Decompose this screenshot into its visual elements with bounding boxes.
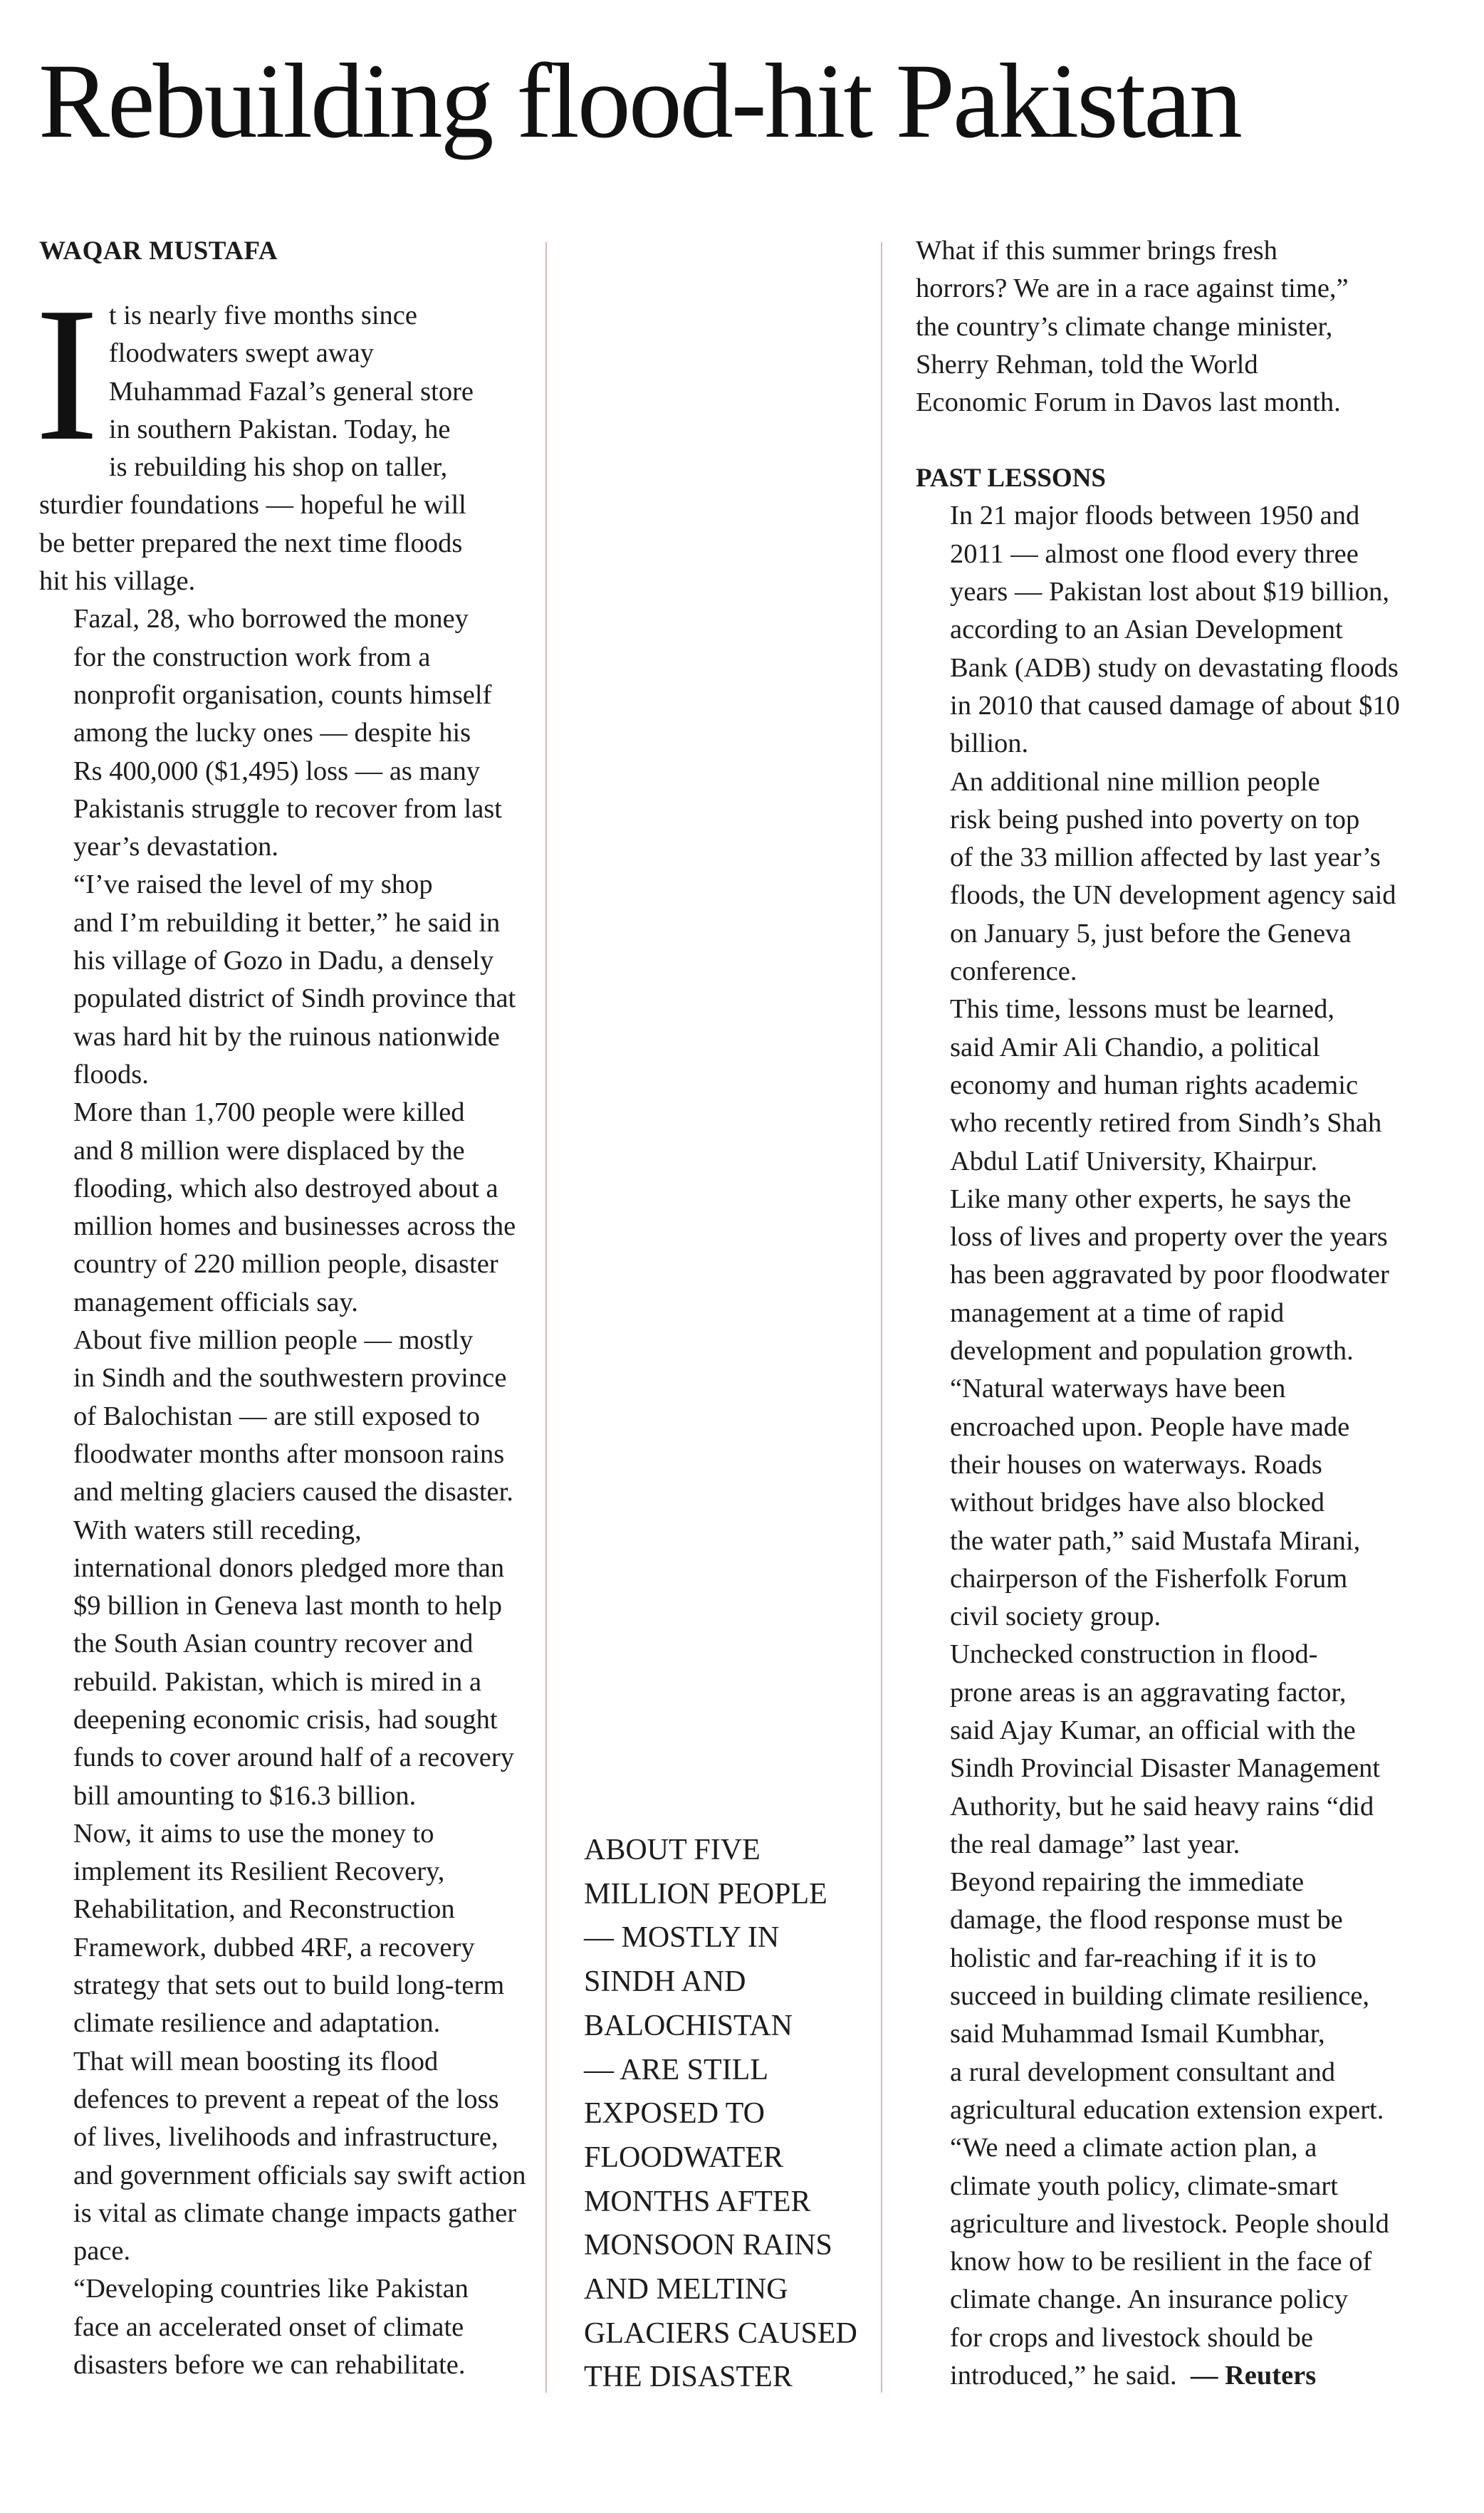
text-line: More than 1,700 people were killed <box>73 1097 465 1128</box>
text-line: be better prepared the next time floods <box>39 528 463 558</box>
text-line: in southern Pakistan. Today, he <box>108 414 451 444</box>
pull-quote-line: ABOUT FIVE <box>584 1834 761 1866</box>
text-line: horrors? We are in a race against time,” <box>916 273 1349 304</box>
text-line: holistic and far-reaching if it is to <box>950 1943 1317 1973</box>
text-line: among the lucky ones — despite his <box>73 718 471 748</box>
text-line: chairperson of the Fisherfolk Forum <box>950 1563 1348 1594</box>
text-line: floods, the UN development agency said <box>950 880 1396 911</box>
text-line: said Amir Ali Chandio, a political <box>950 1032 1320 1062</box>
text-line: populated district of Sindh province that <box>73 983 516 1014</box>
text-line: the South Asian country recover and <box>73 1629 474 1659</box>
text-line: encroached upon. People have made <box>950 1411 1350 1442</box>
text-line: climate change. An insurance policy <box>950 2284 1349 2315</box>
text-line: risk being pushed into poverty on top <box>950 804 1360 835</box>
text-line: management officials say. <box>73 1287 358 1317</box>
text-line: With waters still receding, <box>73 1515 362 1545</box>
text-line: country of 220 million people, disaster <box>73 1249 498 1280</box>
article-body-column-3 <box>916 497 1428 2395</box>
text-line: Unchecked construction in flood- <box>950 1639 1318 1670</box>
text-line: year’s devastation. <box>73 832 278 862</box>
paragraph <box>916 1181 1428 1370</box>
text-line: Beyond repairing the immediate <box>950 1867 1305 1898</box>
text-line: in Sindh and the southwestern province <box>73 1363 507 1394</box>
text-line: Authority, but he said heavy rains “did <box>950 1791 1374 1822</box>
text-line: of Balochistan — are still exposed to <box>73 1401 480 1431</box>
drop-cap: I <box>35 268 99 481</box>
text-line: and government officials say swift action <box>73 2160 526 2190</box>
text-line: “I’ve raised the level of my shop <box>73 869 433 900</box>
paragraph <box>39 2043 538 2271</box>
text-line: That will mean boosting its flood <box>73 2046 439 2076</box>
text-line: introduced,” he said. — Reuters <box>950 2361 1317 2391</box>
text-line: funds to cover around half of a recovery <box>73 1743 514 1773</box>
subhead-past-lessons: PAST LESSONS <box>916 464 1107 493</box>
article-column-1 <box>35 232 538 2384</box>
text-line: a rural development consultant and <box>950 2057 1335 2087</box>
headline: Rebuilding flood-hit Pakistan <box>38 42 1240 160</box>
text-line: “We need a climate action plan, a <box>950 2133 1317 2163</box>
text-line: Now, it aims to use the money to <box>73 1818 434 1849</box>
text-line: management at a time of rapid <box>950 1297 1285 1328</box>
text-line: damage, the flood response must be <box>950 1905 1343 1935</box>
text-line: climate resilience and adaptation. <box>73 2008 441 2039</box>
text-line: without bridges have also blocked <box>950 1488 1325 1518</box>
pull-quote-line: EXPOSED TO <box>584 2097 765 2131</box>
text-line: Abdul Latif University, Khairpur. <box>950 1146 1318 1176</box>
text-line: conference. <box>950 956 1077 987</box>
pull-quote-line: MILLION PEOPLE <box>584 1877 827 1911</box>
text-line: t is nearly five months since <box>108 301 417 330</box>
text-line: 2011 — almost one flood every three <box>950 538 1359 569</box>
pull-quote-line: GLACIERS CAUSED <box>584 2316 857 2350</box>
text-line: has been aggravated by poor floodwater <box>950 1260 1389 1290</box>
text-line: In 21 major floods between 1950 and <box>950 501 1360 531</box>
text-line: “Natural waterways have been <box>950 1374 1286 1404</box>
text-line: the real damage” last year. <box>950 1829 1240 1859</box>
byline: WAQAR MUSTAFA <box>39 236 278 266</box>
pull-quote-line: SINDH AND <box>584 1965 746 1999</box>
text-line: loss of lives and property over the years <box>950 1222 1388 1253</box>
text-line: Bank (ADB) study on devastating floods <box>950 652 1399 683</box>
pull-quote-line: — ARE STILL <box>584 2053 768 2086</box>
article-column-3 <box>916 232 1428 2395</box>
text-line: civil society group. <box>950 1602 1161 1632</box>
text-line: economy and human rights academic <box>950 1070 1359 1100</box>
text-line: their houses on waterways. Roads <box>950 1449 1322 1480</box>
paragraph <box>916 991 1428 1180</box>
article-body-column-1 <box>35 268 538 2384</box>
text-line: million homes and businesses across the <box>73 1211 516 1242</box>
pull-quote <box>584 1829 869 2400</box>
text-line: the water path,” said Mustafa Mirani, <box>950 1525 1361 1556</box>
text-line: is vital as climate change impacts gather <box>73 2198 517 2228</box>
pull-quote-line: AND MELTING <box>584 2273 788 2306</box>
text-line: climate youth policy, climate-smart <box>950 2170 1338 2201</box>
text-line: pace. <box>73 2236 131 2267</box>
text-line: for the construction work from a <box>73 642 431 672</box>
text-line: disasters before we can rehabilitate. <box>73 2350 466 2381</box>
text-line: Rehabilitation, and Reconstruction <box>73 1894 455 1925</box>
text-line: sturdier foundations — hopeful he will <box>39 490 466 521</box>
text-line: and 8 million were displaced by the <box>73 1135 465 1166</box>
text-line: Like many other experts, he says the <box>950 1184 1352 1214</box>
column-divider-right <box>881 242 882 2393</box>
text-line: Economic Forum in Davos last month. <box>916 387 1341 418</box>
text-line: floodwater months after monsoon rains <box>73 1438 505 1469</box>
paragraph <box>39 1322 538 1511</box>
pull-quote-line: — MOSTLY IN <box>584 1921 780 1955</box>
text-line: bill amounting to $16.3 billion. <box>73 1780 417 1811</box>
text-line: What if this summer brings fresh <box>916 236 1277 266</box>
text-line: Fazal, 28, who borrowed the money <box>73 604 469 634</box>
text-line: on January 5, just before the Geneva <box>950 918 1352 949</box>
paragraph <box>39 2270 538 2384</box>
text-line: and melting glaciers caused the disaster. <box>73 1477 513 1508</box>
pull-quote-line: BALOCHISTAN <box>584 2009 793 2042</box>
text-line: for crops and livestock should be <box>950 2322 1314 2353</box>
text-line: floods. <box>73 1059 149 1090</box>
text-line: who recently retired from Sindh’s Shah <box>950 1108 1382 1139</box>
text-line: years — Pakistan lost about $19 billion, <box>950 577 1390 607</box>
text-line: An additional nine million people <box>950 766 1320 797</box>
text-line: succeed in building climate resilience, <box>950 1981 1370 2012</box>
text-line: floodwaters swept away <box>108 338 374 369</box>
text-line: his village of Gozo in Dadu, a densely <box>73 946 494 976</box>
pull-quote-line: FLOODWATER <box>584 2141 783 2174</box>
text-line: implement its Resilient Recovery, <box>73 1856 445 1887</box>
pull-quote-line: MONSOON RAINS <box>584 2229 832 2262</box>
text-line: defences to prevent a repeat of the loss <box>73 2084 499 2114</box>
text-line: according to an Asian Development <box>950 615 1343 645</box>
paragraph <box>916 1370 1428 1636</box>
text-line: of the 33 million affected by last year’s <box>950 842 1381 873</box>
text-line: flooding, which also destroyed about a <box>73 1173 498 1203</box>
paragraph <box>916 2129 1428 2395</box>
text-line: in 2010 that caused damage of about $10 <box>950 690 1400 721</box>
paragraph <box>916 497 1428 763</box>
text-line: Sherry Rehman, told the World <box>916 349 1258 380</box>
text-line: said Muhammad Ismail Kumbhar, <box>950 2019 1325 2049</box>
text-line: Pakistanis struggle to recover from last <box>73 793 502 824</box>
text-line: agriculture and livestock. People should <box>950 2208 1389 2239</box>
text-line: international donors pledged more than <box>73 1552 505 1583</box>
text-line: About five million people — mostly <box>73 1325 474 1356</box>
paragraph <box>39 1512 538 1815</box>
text-line: rebuild. Pakistan, which is mired in a <box>73 1666 482 1697</box>
text-line: was hard hit by the ruinous nationwide <box>73 1021 500 1052</box>
text-line: hit his village. <box>39 566 196 597</box>
text-line: of lives, livelihoods and infrastructure, <box>73 2122 498 2153</box>
paragraph <box>39 1815 538 2043</box>
text-line: Sindh Provincial Disaster Management <box>950 1753 1381 1784</box>
text-line: Rs 400,000 ($1,495) loss — as many <box>73 756 481 786</box>
text-line: the country’s climate change minister, <box>916 311 1333 342</box>
text-line: and I’m rebuilding it better,” he said in <box>73 907 501 938</box>
credit-reuters: — Reuters <box>1190 2361 1317 2391</box>
paragraph <box>39 866 538 1094</box>
text-line: prone areas is an aggravating factor, <box>950 1677 1347 1708</box>
text-line: billion. <box>950 728 1029 759</box>
text-line: nonprofit organisation, counts himself <box>73 679 492 710</box>
text-line: agricultural education extension expert. <box>950 2094 1384 2125</box>
text-line: strategy that sets out to build long-term <box>73 1970 505 2001</box>
pull-quote-line: MONTHS AFTER <box>584 2185 811 2218</box>
paragraph <box>916 763 1428 991</box>
paragraph <box>39 1094 538 1322</box>
text-line: face an accelerated onset of climate <box>73 2311 464 2342</box>
pull-quote-line: THE DISASTER <box>584 2361 793 2394</box>
text-line: $9 billion in Geneva last month to help <box>73 1591 503 1621</box>
text-line: “Developing countries like Pakistan <box>73 2274 469 2304</box>
continued-paragraph <box>916 232 1428 422</box>
paragraph <box>39 600 538 866</box>
text-line: Muhammad Fazal’s general store <box>108 376 474 407</box>
paragraph <box>916 1636 1428 1864</box>
text-line: is rebuilding his shop on taller, <box>108 452 448 483</box>
paragraph <box>35 268 538 600</box>
text-line: Framework, dubbed 4RF, a recovery <box>73 1932 475 1963</box>
text-line: said Ajay Kumar, an official with the <box>950 1715 1356 1745</box>
column-divider-left <box>545 242 547 2393</box>
paragraph <box>916 1864 1428 2129</box>
text-line: This time, lessons must be learned, <box>950 994 1334 1025</box>
text-line: development and population growth. <box>950 1336 1354 1367</box>
text-line: deepening economic crisis, had sought <box>73 1704 498 1735</box>
text-line: know how to be resilient in the face of <box>950 2247 1372 2277</box>
